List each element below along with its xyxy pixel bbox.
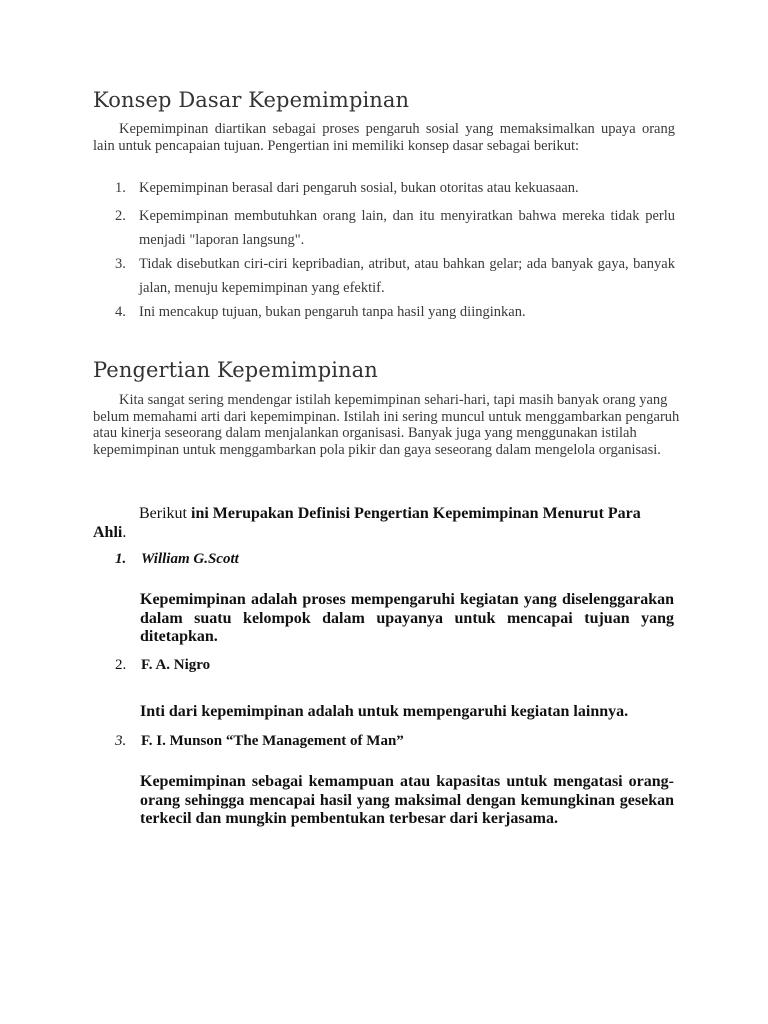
list-text: Kepemimpinan berasal dari pengaruh sosial, bukan otoritas atau kekuasaan.: [139, 180, 579, 196]
section-title-konsep-dasar: Konsep Dasar Kepemimpinan: [93, 88, 410, 112]
section-title-pengertian: Pengertian Kepemimpinan: [93, 358, 378, 382]
expert-definition: Kepemimpinan sebagai kemampuan atau kapasitas untuk mengatasi orang-orang sehingga mencapai hasil yang maksimal dengan kemungkinan gesekan terkecil dan mungkin pembentukan terbesar dari kerjasama.: [140, 773, 674, 827]
list-text: Tidak disebutkan ciri-ciri kepribadian, atribut, atau bahkan gelar; ada banyak gaya, banyak jalan, menuju kepemimpinan yang efektif.: [139, 256, 675, 296]
list-number: 2.: [115, 208, 126, 224]
expert-name: William G.Scott: [141, 551, 239, 567]
definitions-end: .: [122, 524, 127, 541]
list-item: [115, 300, 675, 324]
pengertian-paragraph: Kita sangat sering mendengar istilah kepemimpinan sehari-hari, tapi masih banyak orang yang belum memahami arti dari kepemimpinan. Istilah ini sering muncul untuk menggambarkan pengaruh atau kinerja seseorang dalam menjalankan organisasi. Banyak juga yang menggunakan istilah kepemimpinan untuk menggambarkan pola pikir dan gaya seseorang dalam mengelola organisasi.: [93, 392, 680, 458]
list-number: 1.: [115, 180, 126, 196]
expert-definition: Inti dari kepemimpinan adalah untuk mempengaruhi kegiatan lainnya.: [140, 703, 629, 720]
expert-number: 1.: [115, 551, 127, 567]
expert-number: 3.: [115, 733, 127, 749]
list-text: Kepemimpinan membutuhkan orang lain, dan itu menyiratkan bahwa mereka tidak perlu menjadi "laporan langsung".: [139, 208, 675, 248]
expert-definition: Kepemimpinan adalah proses mempengaruhi kegiatan yang diselenggarakan dalam suatu kelompok dalam upayanya untuk mencapai tujuan yang ditetapkan.: [140, 591, 674, 645]
list-item: [115, 252, 675, 300]
list-number: 3.: [115, 256, 126, 272]
expert-name: F. I. Munson “The Management of Man”: [141, 733, 404, 749]
list-text: Ini mencakup tujuan, bukan pengaruh tanpa hasil yang diinginkan.: [139, 304, 526, 320]
definitions-bold: ini Merupakan Definisi Pengertian Kepemimpinan Menurut Para Ahli: [93, 505, 641, 541]
expert-name: F. A. Nigro: [141, 657, 211, 673]
list-item: [115, 176, 675, 200]
definitions-heading: [93, 504, 653, 542]
list-number: 4.: [115, 304, 126, 320]
definitions-lead: Berikut: [139, 505, 187, 522]
intro-paragraph: Kepemimpinan diartikan sebagai proses pengaruh sosial yang memaksimalkan upaya orang lain untuk pencapaian tujuan. Pengertian ini memiliki konsep dasar sebagai berikut:: [93, 121, 675, 154]
expert-number: 2.: [115, 657, 127, 673]
list-item: [115, 204, 675, 252]
